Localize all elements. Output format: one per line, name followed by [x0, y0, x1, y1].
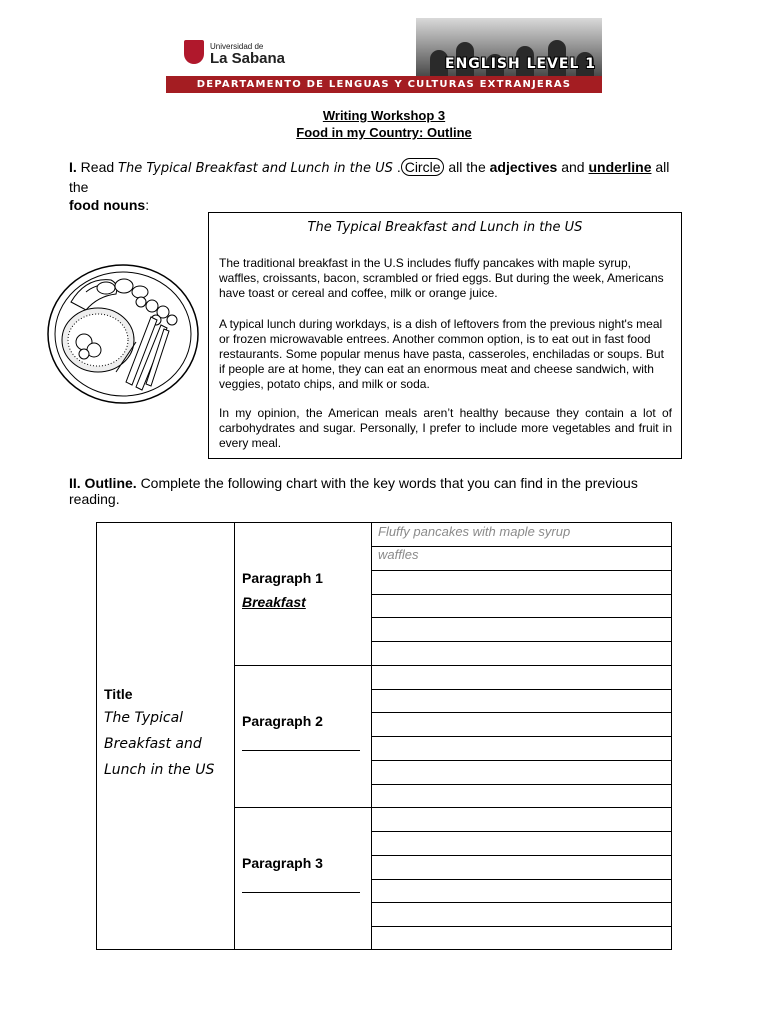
paragraph2-label: Paragraph 2	[242, 713, 323, 729]
row-line	[371, 902, 672, 903]
reading-title: The Typical Breakfast and Lunch in the US	[307, 220, 583, 235]
title-label: Title	[104, 686, 133, 702]
paragraph3-blank[interactable]	[242, 892, 360, 893]
colon: :	[145, 197, 150, 213]
row-line	[371, 665, 672, 666]
row-line	[371, 807, 672, 808]
adjectives-word: adjectives	[489, 159, 558, 175]
header-banner	[166, 18, 602, 93]
reading-paragraph-2: A typical lunch during workdays, is a dish of leftovers from the previous night's meal or frozen microwavable entrees. Another common option, is to eat out in fast food restaurants. Some popular menus have pasta, casseroles, enchiladas or soups. But if people are at home, they can eat an enormous meat and cheese sandwich, with veggies, potato chips, and milk or soda.	[219, 317, 664, 391]
row-line	[371, 760, 672, 761]
paragraph1-label: Paragraph 1	[242, 570, 323, 586]
row-line	[371, 641, 672, 642]
english-level-label: ENGLISH LEVEL 1	[445, 56, 596, 72]
university-name-line2: La Sabana	[210, 50, 286, 67]
row-line	[371, 736, 672, 737]
row-line	[371, 689, 672, 690]
row-line	[371, 831, 672, 832]
row-line	[371, 594, 672, 595]
paragraph1-cell	[234, 522, 372, 666]
all-the-2: all the	[69, 159, 670, 195]
reading-box	[208, 212, 682, 459]
reading-paragraph-1: The traditional breakfast in the U.S includes fluffy pancakes with maple syrup, waffles, croissants, bacon, scrambled or fried eggs. But during the week, Americans have toast or cereal and coffee, milk or orange juice.	[219, 256, 664, 300]
workshop-title: Writing Workshop 3	[322, 108, 446, 123]
separator: .	[396, 159, 401, 175]
workshop-subtitle: Food in my Country: Outline	[296, 125, 472, 140]
banner-top	[166, 18, 602, 76]
and-word: and	[561, 159, 585, 175]
title-cell	[96, 522, 235, 950]
circle-word: Circle	[401, 158, 445, 176]
university-shield-icon	[184, 40, 204, 64]
reading-paragraph-3: In my opinion, the American meals aren’t healthy because they contain a lot of carbohydrates and sugar. Personally, I prefer to include more vegetables and fruit in every meal.	[219, 406, 672, 450]
outline-table	[96, 522, 672, 950]
paragraph3-cell	[234, 807, 372, 950]
all-the-1: all the	[448, 159, 486, 175]
section1-numeral: I.	[69, 159, 77, 175]
read-word: Read	[80, 159, 115, 175]
reading-reference: The Typical Breakfast and Lunch in the US	[118, 161, 393, 176]
instruction-2	[69, 475, 689, 507]
row-line	[371, 879, 672, 880]
title-value: The Typical Breakfast and Lunch in the US	[104, 710, 215, 778]
classroom-photo	[416, 18, 602, 76]
paragraph3-label: Paragraph 3	[242, 855, 323, 871]
section2-text: Complete the following chart with the key words that you can find in the previous reading.	[69, 475, 638, 507]
keyword-entry-1[interactable]: Fluffy pancakes with maple syrup	[378, 524, 571, 539]
row-line	[371, 570, 672, 571]
row-line	[371, 617, 672, 618]
instruction-1	[69, 158, 689, 214]
breakfast-plate-illustration	[46, 262, 201, 407]
university-name-line1: Universidad de	[210, 42, 264, 51]
paragraph2-cell	[234, 665, 372, 808]
row-line	[371, 784, 672, 785]
row-line	[371, 855, 672, 856]
food-nouns-word: food nouns	[69, 197, 146, 213]
department-label: DEPARTAMENTO DE LENGUAS Y CULTURAS EXTRANJERAS	[166, 76, 602, 93]
paragraph2-blank[interactable]	[242, 750, 360, 751]
row-line	[371, 712, 672, 713]
underline-word: underline	[588, 159, 652, 175]
row-line	[371, 926, 672, 927]
keyword-entry-2[interactable]: waffles	[378, 547, 419, 562]
section2-heading: II. Outline.	[69, 475, 137, 491]
paragraph1-value[interactable]: Breakfast	[242, 594, 306, 610]
